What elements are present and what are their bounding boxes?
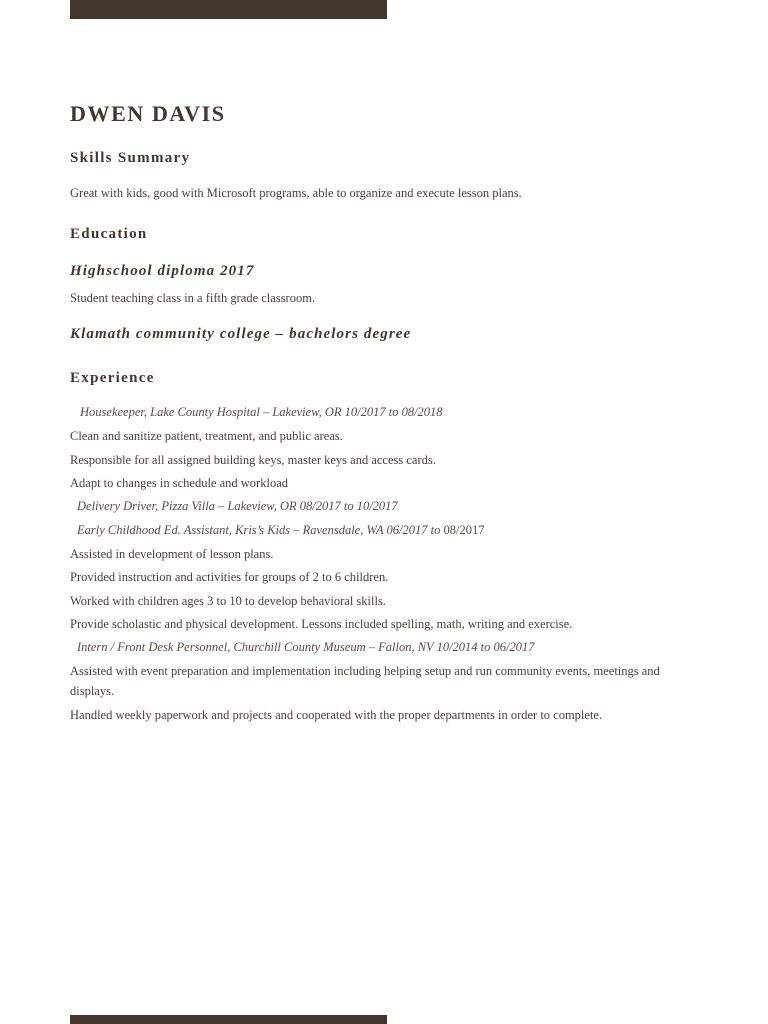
job-duty: Adapt to changes in schedule and workload [70, 476, 288, 490]
job-duty: Clean and sanitize patient, treatment, and public areas. [70, 429, 343, 443]
job-duty: Worked with children ages 3 to 10 to develop behavioral skills. [70, 594, 386, 608]
job-title: Delivery Driver, Pizza Villa – Lakeview, OR 08/2017 to 10/2017 [77, 499, 398, 513]
applicant-name: DWEN DAVIS [70, 101, 226, 126]
job-title: Intern / Front Desk Personnel, Churchill County Museum – Fallon, NV 10/2014 to 06/2017 [77, 640, 535, 654]
bottom-accent-bar [70, 1015, 387, 1024]
job-duty: Provide scholastic and physical development. Lessons included spelling, math, writing and exercise. [70, 617, 573, 631]
job-duty: Assisted with event preparation and implementation including helping setup and run community events, meetings and displays. [70, 664, 660, 698]
education-item-description: Student teaching class in a fifth grade classroom. [70, 291, 316, 305]
job-title [77, 520, 485, 540]
job-duty: Handled weekly paperwork and projects and cooperated with the proper departments in order to complete. [70, 708, 603, 722]
job-title-text: Early Childhood Ed. Assistant, Kris’s Kids – Ravensdale, WA 06/2017 to [77, 523, 441, 537]
education-item-title: Klamath community college – bachelors degree [70, 326, 412, 342]
job-title-end-date: 08/2017 [440, 523, 485, 537]
education-item-title: Highschool diploma 2017 [70, 263, 255, 279]
top-accent-bar [70, 0, 387, 19]
experience-heading: Experience [70, 370, 155, 386]
job-duty: Assisted in development of lesson plans. [70, 547, 274, 561]
job-title: Housekeeper, Lake County Hospital – Lakeview, OR 10/2017 to 08/2018 [80, 405, 443, 419]
job-duty: Provided instruction and activities for groups of 2 to 6 children. [70, 570, 389, 584]
education-heading: Education [70, 226, 148, 242]
skills-summary-heading: Skills Summary [70, 150, 191, 166]
skills-summary-text: Great with kids, good with Microsoft programs, able to organize and execute lesson plans. [70, 186, 522, 200]
job-duty: Responsible for all assigned building keys, master keys and access cards. [70, 453, 436, 467]
